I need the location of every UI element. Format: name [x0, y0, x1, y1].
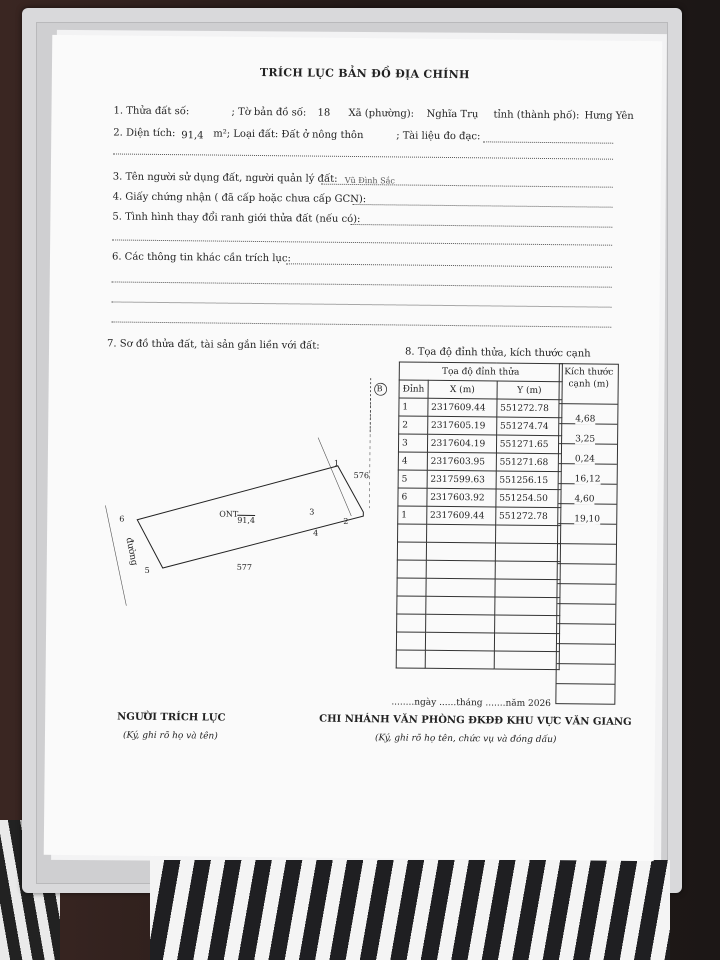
- x-cell: 2317599.63: [427, 470, 496, 489]
- north-label: B: [376, 384, 383, 394]
- y-cell: 551271.68: [496, 453, 561, 472]
- length-cell: [558, 514, 616, 545]
- vertex-label: 5: [144, 565, 150, 575]
- parcel-area-label: 91,4: [237, 515, 256, 525]
- empty-row: [396, 632, 559, 652]
- sheet-number-label: ; Tờ bản đồ số:: [231, 106, 307, 119]
- section-8-heading: 8. Tọa độ đỉnh thửa, kích thước cạnh: [404, 346, 591, 360]
- length-value: 19,10: [574, 514, 601, 525]
- y-cell: 551274.74: [496, 417, 561, 436]
- survey-doc-label: ; Tài liệu đo đạc:: [396, 130, 481, 143]
- extractor-title: NGƯỜI TRÍCH LỤC: [117, 711, 226, 724]
- sheet-number-value: 18: [317, 107, 331, 119]
- empty-row: [397, 596, 560, 616]
- column-header-length: Kích thước cạnh (m): [559, 364, 617, 405]
- table-row: [399, 416, 562, 436]
- coordinates-table: [396, 361, 563, 670]
- empty-row: [397, 560, 560, 580]
- vertex-label: 4: [313, 528, 319, 538]
- length-value: 0,24: [574, 454, 595, 465]
- commune-label: Xã (phường):: [348, 107, 415, 120]
- y-cell: 551254.50: [496, 489, 561, 508]
- certificate-label: 4. Giấy chứng nhận ( đã cấp hoặc chưa cấp GCN):: [112, 191, 367, 206]
- empty-row: [396, 650, 559, 670]
- length-value: 3,25: [575, 434, 596, 445]
- date-line: ........ngày ......tháng .......năm 2026: [391, 697, 551, 710]
- province-label: tỉnh (thành phố):: [493, 109, 580, 122]
- length-value: 16,12: [574, 474, 601, 485]
- edge-length-column: [555, 363, 619, 705]
- table-row: [398, 506, 561, 526]
- document-title: TRÍCH LỤC BẢN ĐỒ ĐỊA CHÍNH: [259, 66, 470, 82]
- striped-fabric: [150, 860, 670, 960]
- empty-row: [397, 614, 560, 634]
- commune-value: Nghĩa Trụ: [426, 108, 479, 121]
- group-header: Tọa độ đỉnh thửa: [399, 362, 562, 382]
- parcel-number-label: 1. Thửa đất số:: [113, 105, 190, 118]
- owner-label: 3. Tên người sử dụng đất, người quản lý đất:: [112, 171, 338, 185]
- length-value: 4,60: [574, 494, 595, 505]
- table-row: [398, 452, 561, 472]
- parcel-type-label: ONT: [219, 509, 239, 519]
- y-cell: 551272.78: [495, 507, 560, 526]
- table-row: [399, 398, 562, 418]
- table-row: [398, 470, 561, 490]
- x-cell: 2317609.44: [428, 398, 497, 417]
- vertex-label: 6: [119, 514, 125, 524]
- y-cell: 551272.78: [497, 399, 562, 418]
- vertex-label: 1: [333, 458, 339, 468]
- vertex-label: 3: [309, 507, 315, 517]
- x-cell: 2317603.95: [427, 452, 496, 471]
- x-cell: 2317609.44: [426, 506, 495, 525]
- owner-name: Vũ Đình Sắc: [344, 175, 395, 186]
- section-7-heading: 7. Sơ đồ thửa đất, tài sản gắn liền với đất:: [107, 338, 320, 352]
- empty-row: [398, 524, 561, 544]
- table-header-row: [399, 380, 562, 400]
- document-page: [44, 35, 663, 861]
- road-label: đường: [123, 536, 139, 567]
- boundary-change-label: 5. Tình hình thay đổi ranh giới thửa đất (nếu có):: [112, 211, 361, 226]
- length-value: 4,68: [575, 414, 596, 425]
- point-cell: 6: [398, 488, 427, 506]
- point-cell: 3: [398, 434, 427, 452]
- column-header-x: X (m): [428, 380, 497, 399]
- vertex-label: 2: [343, 516, 349, 526]
- table-row: [398, 434, 561, 454]
- boundary-line: [317, 438, 352, 516]
- province-value: Hưng Yên: [584, 110, 634, 122]
- empty-row: [397, 542, 560, 562]
- table-header-row: [399, 362, 562, 382]
- neighbor-parcel-577: 577: [236, 562, 253, 572]
- area-value: 91,4: [181, 130, 204, 142]
- point-cell: 1: [398, 506, 427, 524]
- table-row: [398, 488, 561, 508]
- x-cell: 2317603.92: [427, 488, 496, 507]
- x-cell: 2317605.19: [427, 416, 496, 435]
- empty-row: [397, 578, 560, 598]
- y-cell: 551271.65: [496, 435, 561, 454]
- point-cell: 5: [398, 470, 427, 488]
- land-type: m²; Loại đất: Đất ở nông thôn: [213, 128, 364, 142]
- column-header-point: Đỉnh: [399, 380, 428, 398]
- other-info-label: 6. Các thông tin khác cần trích lục:: [111, 251, 291, 265]
- point-cell: 1: [399, 398, 428, 416]
- office-note: (Ký, ghi rõ họ tên, chức vụ và đóng dấu): [374, 733, 557, 746]
- office-title: CHI NHÁNH VĂN PHÒNG ĐKĐĐ KHU VỰC VĂN GIANG: [319, 713, 632, 728]
- neighbor-parcel-576: 576: [353, 471, 370, 481]
- column-header-y: Y (m): [497, 381, 562, 400]
- x-cell: 2317604.19: [427, 434, 496, 453]
- area-label: 2. Diện tích:: [113, 127, 176, 140]
- point-cell: 2: [399, 416, 428, 434]
- extractor-note: (Ký, ghi rõ họ và tên): [122, 730, 218, 742]
- y-cell: 551256.15: [496, 471, 561, 490]
- point-cell: 4: [398, 452, 427, 470]
